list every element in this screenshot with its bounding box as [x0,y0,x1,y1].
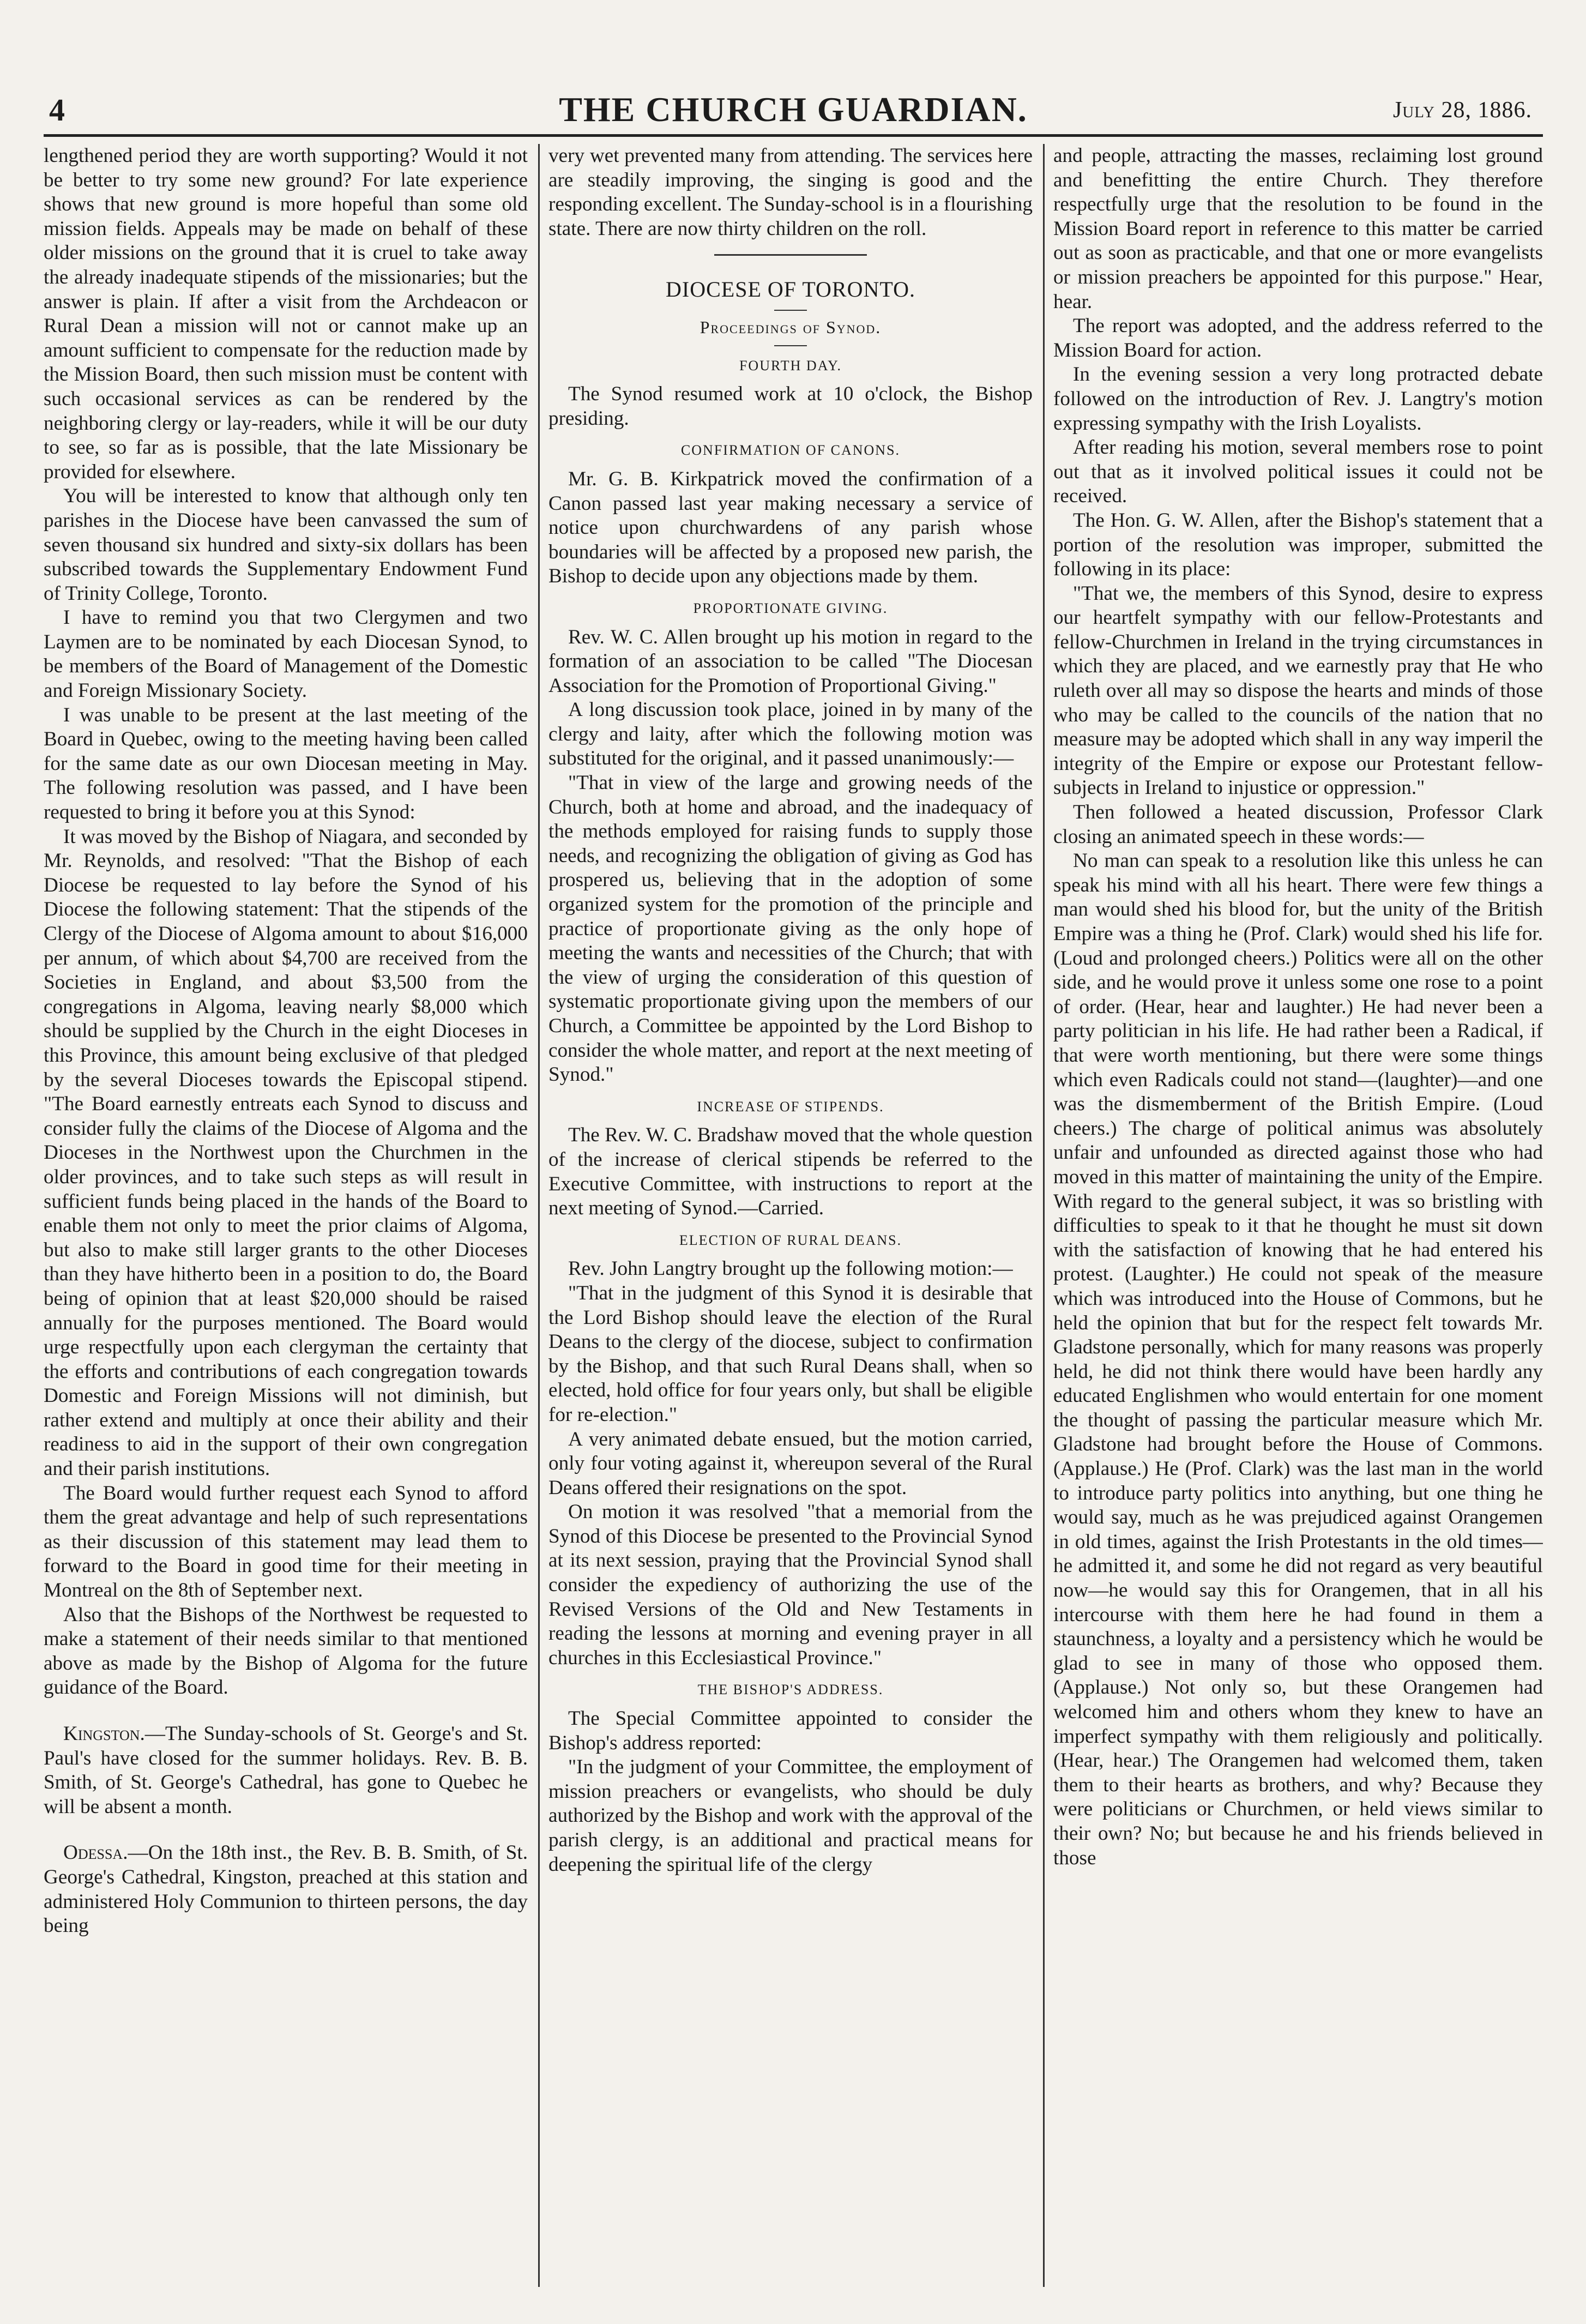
paragraph: A long discussion took place, joined in by many of the clergy and laity, after which the following motion was substituted for the original, and it passed unanimously:— [548,699,1033,770]
section-subheading: Proceedings of Synod. [699,317,882,337]
column-1 [44,144,528,2287]
column-rule [1043,144,1045,2287]
section-heading: DIOCESE OF TORONTO. [666,277,915,302]
paragraph: The Hon. G. W. Allen, after the Bishop's statement that a portion of the resolution was improper, submitted the following in its place: [1053,509,1543,581]
paragraph: I have to remind you that two Clergymen and two Laymen are to be nominated by each Diocesan Synod, to be members of the Board of Management of the Domestic and Foreign Missionary Society. [44,606,528,702]
paragraph: lengthened period they are worth supporting? Would it not be better to try some new ground? For late experience shows that new ground is more hopeful than some old mission fields. Appeals may be made on behalf of these older missions on the ground that it is cruel to take away the already inadequate stipends of the missionaries; but the answer is plain. If after a visit from the Archdeacon or Rural Dean a mission will not or cannot make up an amount sufficient to compensate for the reduction made by the Mission Board, then such mission must be content with such occasional services as can be rendered by the neighboring clergy or lay-readers, while it will be our duty to see, so far as is possible, that the late Missionary be provided for elsewhere. [44,145,528,483]
paragraph: After reading his motion, several members rose to point out that as it involved political issues it could not be received. [1053,436,1543,508]
paragraph: The report was adopted, and the address referred to the Mission Board for action. [1053,315,1543,362]
paragraph: Also that the Bishops of the Northwest be requested to make a statement of their needs similar to that mentioned above as made by the Bishop of Algoma for the future guidance of the Board. [44,1603,528,1699]
masthead [44,87,1543,137]
column-2 [548,144,1033,2287]
newspaper-title: THE CHURCH GUARDIAN. [559,90,1028,129]
news-item-kingston [44,1722,528,1819]
issue-date: July 28, 1886. [1392,98,1532,123]
paragraph: In the evening session a very long protracted debate followed on the introduction of Rev. J. Langtry's motion expressing sympathy with the Irish Loyalists. [1053,363,1543,435]
paragraph: Rev. W. C. Allen brought up his motion in regard to the formation of an association to be called "The Diocesan Association for the Promotion of Proportional Giving." [548,625,1033,697]
spacer [44,1819,528,1841]
paragraph: Then followed a heated discussion, Professor Clark closing an animated speech in these words:— [1053,801,1543,848]
paragraph: "That we, the members of this Synod, desire to express our heartfelt sympathy with our fellow-Protestants and fellow-Churchmen in Ireland in the trying circumstances in which they are placed, and we earnestly pray that He who ruleth over all may so dispose the hearts and minds of those who may be called to the councils of the nation that no measure may be adopted which shall in any way imperil the integrity of the Empire or expose our Protestant fellow-subjects in Ireland to injustice or oppression." [1053,582,1543,799]
page-number: 4 [49,92,65,128]
column-rule [538,144,540,2287]
subheading: PROPORTIONATE GIVING. [693,600,888,616]
day-heading: FOURTH DAY. [739,357,842,374]
paragraph: On motion it was resolved "that a memorial from the Synod of this Diocese be presented to the Provincial Synod at its next session, praying that the Provincial Synod shall consider the expediency of authorizing the use of the Revised Versions of the Old and New Testaments in reading the lessons at morning and evening prayer in all churches in this Ecclesiastical Province." [548,1501,1033,1669]
paragraph: The Special Committee appointed to consider the Bishop's address reported: [548,1707,1033,1754]
paragraph: The Synod resumed work at 10 o'clock, the Bishop presiding. [548,383,1033,430]
paragraph: No man can speak to a resolution like this unless he can speak his mind with all his heart. There were few things a man would shed his blood for, but the unity of the British Empire was a thing he (Prof. Clark) would shed his life for. (Loud and prolonged cheers.) Politics were all on the other side, and he would prove it unless some one rose to a point of order. (Hear, hear and laughter.) He had never been a party politician in his life. He had rather been a Radical, if that were worth mentioning, but there were some things which even Radicals could not stand—(laughter)—and one was the dismemberment of the British Empire. (Loud cheers.) The charge of political animus was absolutely unfair and unfounded as directed against those who had moved in this matter of maintaining the unity of the Empire. With regard to the general subject, it was so bristling with difficulties to speak to it that he thought he must sit down with the satisfaction of knowing that he had entered his protest. (Laughter.) He could not speak of the measure which was introduced into the House of Commons, but he held the opinion that but for the respect felt towards Mr. Gladstone personally, which for many reasons was properly held, he did not think there would have been hardly any educated Englishmen who would entertain for one moment the thought of passing the particular measure which Mr. Gladstone had brought before the House of Commons. (Applause.) He (Prof. Clark) was the last man in the world to introduce party politics into anything, but one thing he would say, much as he was prejudiced against Orangemen in old times, against the Irish Protestants in the old times—he admitted it, and some he did not regard as very beautiful now—he would say this for Orangemen, that in all his intercourse with them here he had found in them a staunchness, a loyalty and a persistency which he would be glad to see in many of those who opposed them. (Applause.) Not only so, but these Orangemen had welcomed him and others whom they knew to have an imperfect sympathy with them religiously and politically. (Hear, hear.) The Orangemen had welcomed them, taken them to their hearts as brothers, and why? Because they were politicians or Churchmen, or held views similar to their own? No; but because he and his friends believed in those [1053,850,1543,1869]
paragraph: "That in view of the large and growing needs of the Church, both at home and abroad, and the inadequacy of the methods employed for raising funds to supply those needs, and recognizing the obligation of giving as God has prospered us, believing that in the adoption of some organized system for the promotion of the principle and practice of proportionate giving as the only hope of meeting the wants and necessities of the Church; that with the view of urging the consideration of this question of systematic proportionate giving upon the members of our Church, a Committee be appointed by the Lord Bishop to consider the whole matter, and report at the next meeting of Synod." [548,772,1033,1086]
paragraph: The Rev. W. C. Bradshaw moved that the whole question of the increase of clerical stipends be referred to the Executive Committee, with instructions to report at the next meeting of Synod.—Carried. [548,1124,1033,1220]
column-3 [1053,144,1543,2287]
paragraph: It was moved by the Bishop of Niagara, and seconded by Mr. Reynolds, and resolved: "That the Bishop of each Diocese be requested to lay before the Synod of his Diocese the following statement: That the stipends of the Clergy of the Diocese of Algoma amount to about $16,000 per annum, of which about $4,700 are received from the Societies in England, and about $3,500 from the congregations in Algoma, leaving nearly $8,000 which should be supplied by the Church in the eight Dioceses in this Province, this amount being exclusive of that pledged by the several Dioceses towards the Episcopal stipend. "The Board earnestly entreats each Synod to discuss and consider fully the claims of the Diocese of Algoma and the Dioceses in the Northwest upon the Churchmen in the older provinces, and to take such steps as will result in sufficient funds being placed in the hands of the Board to enable them not only to meet the prior claims of Algoma, but also to make still larger grants to the other Dioceses than they have hitherto been in a position to do, the Board being of opinion that at least $20,000 should be raised annually for the purposes mentioned. The Board would urge respectfully upon each clergyman the certainty that the efforts and contributions of each congregation towards Domestic and Foreign Missions will not diminish, but rather extend and multiply at once their ability and their readiness to aid in the support of their own congregation and their parish institutions. [44,825,528,1480]
paragraph: Mr. G. B. Kirkpatrick moved the confirmation of a Canon passed last year making necessary a service of notice upon churchwardens of any parish whose boundaries will be affected by a proposed new parish, the Bishop to decide upon any objections made by them. [548,467,1033,588]
news-text: —On the 18th inst., the Rev. B. B. Smith, of St. George's Cathedral, Kingston, preached at this station and administered Holy Communion to thirteen persons, the day being [44,1841,528,1937]
news-item-odessa [44,1841,528,1938]
divider [774,310,807,311]
paragraph: "That in the judgment of this Synod it is desirable that the Lord Bishop should leave the election of the Rural Deans to the clergy of the diocese, subject to confirmation by the Bishop, and that such Rural Deans shall, when so elected, hold office for four years only, but shall be eligible for re-election." [548,1281,1033,1426]
subheading: THE BISHOP'S ADDRESS. [697,1682,884,1698]
paragraph: The Board would further request each Synod to afford them the great advantage and help of such representations as their discussion of this statement may lead them to forward to the Board in good time for their meeting in Montreal on the 8th of September next. [44,1482,528,1602]
subheading: CONFIRMATION OF CANONS. [680,442,901,459]
newspaper-page [44,87,1543,2290]
paragraph: I was unable to be present at the last meeting of the Board in Quebec, owing to the meeting having been called for the same date as our own Diocesan meeting in May. The following resolution was passed, and I have been requested to bring it before you at this Synod: [44,703,528,824]
paragraph: Rev. John Langtry brought up the following motion:— [568,1257,1013,1280]
paragraph: A very animated debate ensued, but the motion carried, only four voting against it, whereupon several of the Rural Deans offered their resignations on the spot. [548,1428,1033,1499]
paragraph: You will be interested to know that although only ten parishes in the Diocese have been canvassed the sum of seven thousand six hundred and sixty-six dollars has been subscribed towards the Supplementary Endowment Fund of Trinity College, Toronto. [44,485,528,605]
paragraph: "In the judgment of your Committee, the employment of mission preachers or evangelists, who should be duly authorized by the Bishop and work with the approval of the parish clergy, is an additional and practical means for deepening the spiritual life of the clergy [548,1756,1033,1876]
place-name: Kingston. [63,1723,145,1745]
subheading: INCREASE OF STIPENDS. [697,1098,884,1115]
paragraph: very wet prevented many from attending. The services here are steadily improving, the singing is good and the responding excellent. The Sunday-school is in a flourishing state. There are now thirty children on the roll. [548,145,1033,240]
paragraph: and people, attracting the masses, reclaiming lost ground and benefitting the entire Church. They therefore respectfully urge that the resolution to be found in the Mission Board report in reference to this matter be carried out as soon as practicable, and that one or more evangelists or mission preachers be appointed for this purpose." Hear, hear. [1053,145,1543,313]
divider [774,345,807,346]
place-name: Odessa. [63,1841,128,1864]
news-text: —The Sunday-schools of St. George's and St. Paul's have closed for the summer holidays. Rev. B. B. Smith, of St. George's Cathedral, has gone to Quebec he will be absent a month. [44,1723,528,1818]
columns [44,144,1543,2287]
subheading: ELECTION OF RURAL DEANS. [679,1232,902,1248]
section-divider [714,254,867,256]
spacer [44,1700,528,1722]
